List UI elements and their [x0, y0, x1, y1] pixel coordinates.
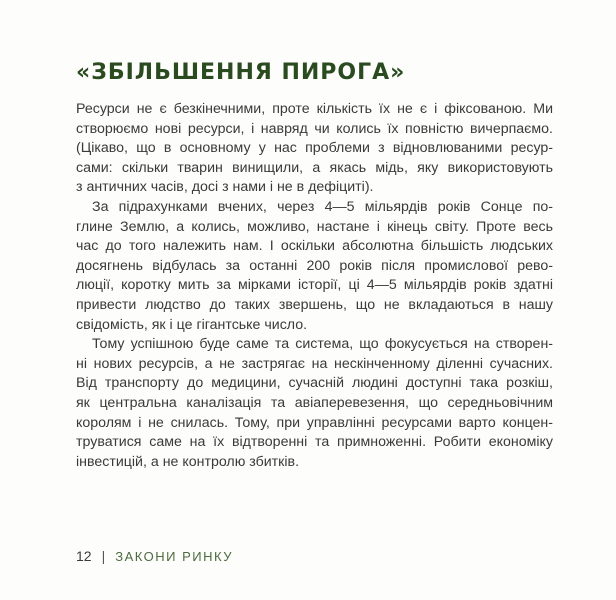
text-line: час до того належить нам. І оскільки абсолютна більшість людських — [76, 238, 553, 255]
text-line: з античних часів, досі з нами і не в дефіциті). — [76, 179, 374, 196]
text-line: Тому успішною буде саме та система, що фокусується на створен- — [92, 336, 553, 353]
text-line: ні нових ресурсів, а не застрягає на нескінченному діленні сучасних. — [76, 355, 553, 372]
body-text — [76, 100, 553, 472]
chapter-heading: «ЗБІЛЬШЕННЯ ПИРОГА» — [76, 60, 406, 85]
text-line: За підрахунками вчених, через 4—5 мільярдів років Сонце по- — [92, 198, 553, 215]
text-line: досягнень відбулась за останні 200 років після промислової рево- — [76, 257, 553, 274]
page-number: 12 — [76, 548, 92, 564]
text-line: створюємо нові ресурси, і навряд чи колись їх повністю вичерпаємо. — [76, 120, 553, 137]
paragraph-3 — [76, 335, 553, 472]
text-line: Ресурси не є безкінечними, проте кількість їх не є і фіксованою. Ми — [76, 101, 553, 117]
text-line: (Цікаво, що в основному у нас проблеми з відновлюваними ресур- — [76, 140, 553, 157]
text-line: труватися саме на їх відтворенні та примноженні. Робити економіку — [76, 434, 553, 451]
text-line: сами: скільки тварин винищили, а якась мідь, яку використовують — [76, 159, 553, 176]
paragraph-2 — [76, 198, 553, 335]
text-line: люції, коротку мить за мірками історії, ці 4—5 мільярдів років здатні — [76, 277, 553, 294]
text-line: інвестицій, а не контролю збитків. — [76, 453, 300, 470]
text-line: привести людство до таких звершень, що не вкладаються в нашу — [76, 296, 553, 313]
text-line: свідомість, як і це гігантське число. — [76, 316, 308, 333]
text-line: Від транспорту до медицини, сучасній людині доступні така розкіш, — [76, 375, 553, 392]
paragraph-1 — [76, 100, 553, 198]
text-line: глине Землю, а колись, можливо, настане і кінець світу. Проте весь — [76, 218, 553, 235]
footer-separator: | — [101, 548, 106, 564]
text-line: як центральна каналізація та авіаперевезення, що середньовічним — [76, 394, 553, 411]
text-line: королям і не снилась. Тому, при управлінні ресурсами варто концен- — [76, 414, 553, 431]
running-title: ЗАКОНИ РИНКУ — [115, 549, 234, 564]
page-footer — [76, 548, 233, 564]
